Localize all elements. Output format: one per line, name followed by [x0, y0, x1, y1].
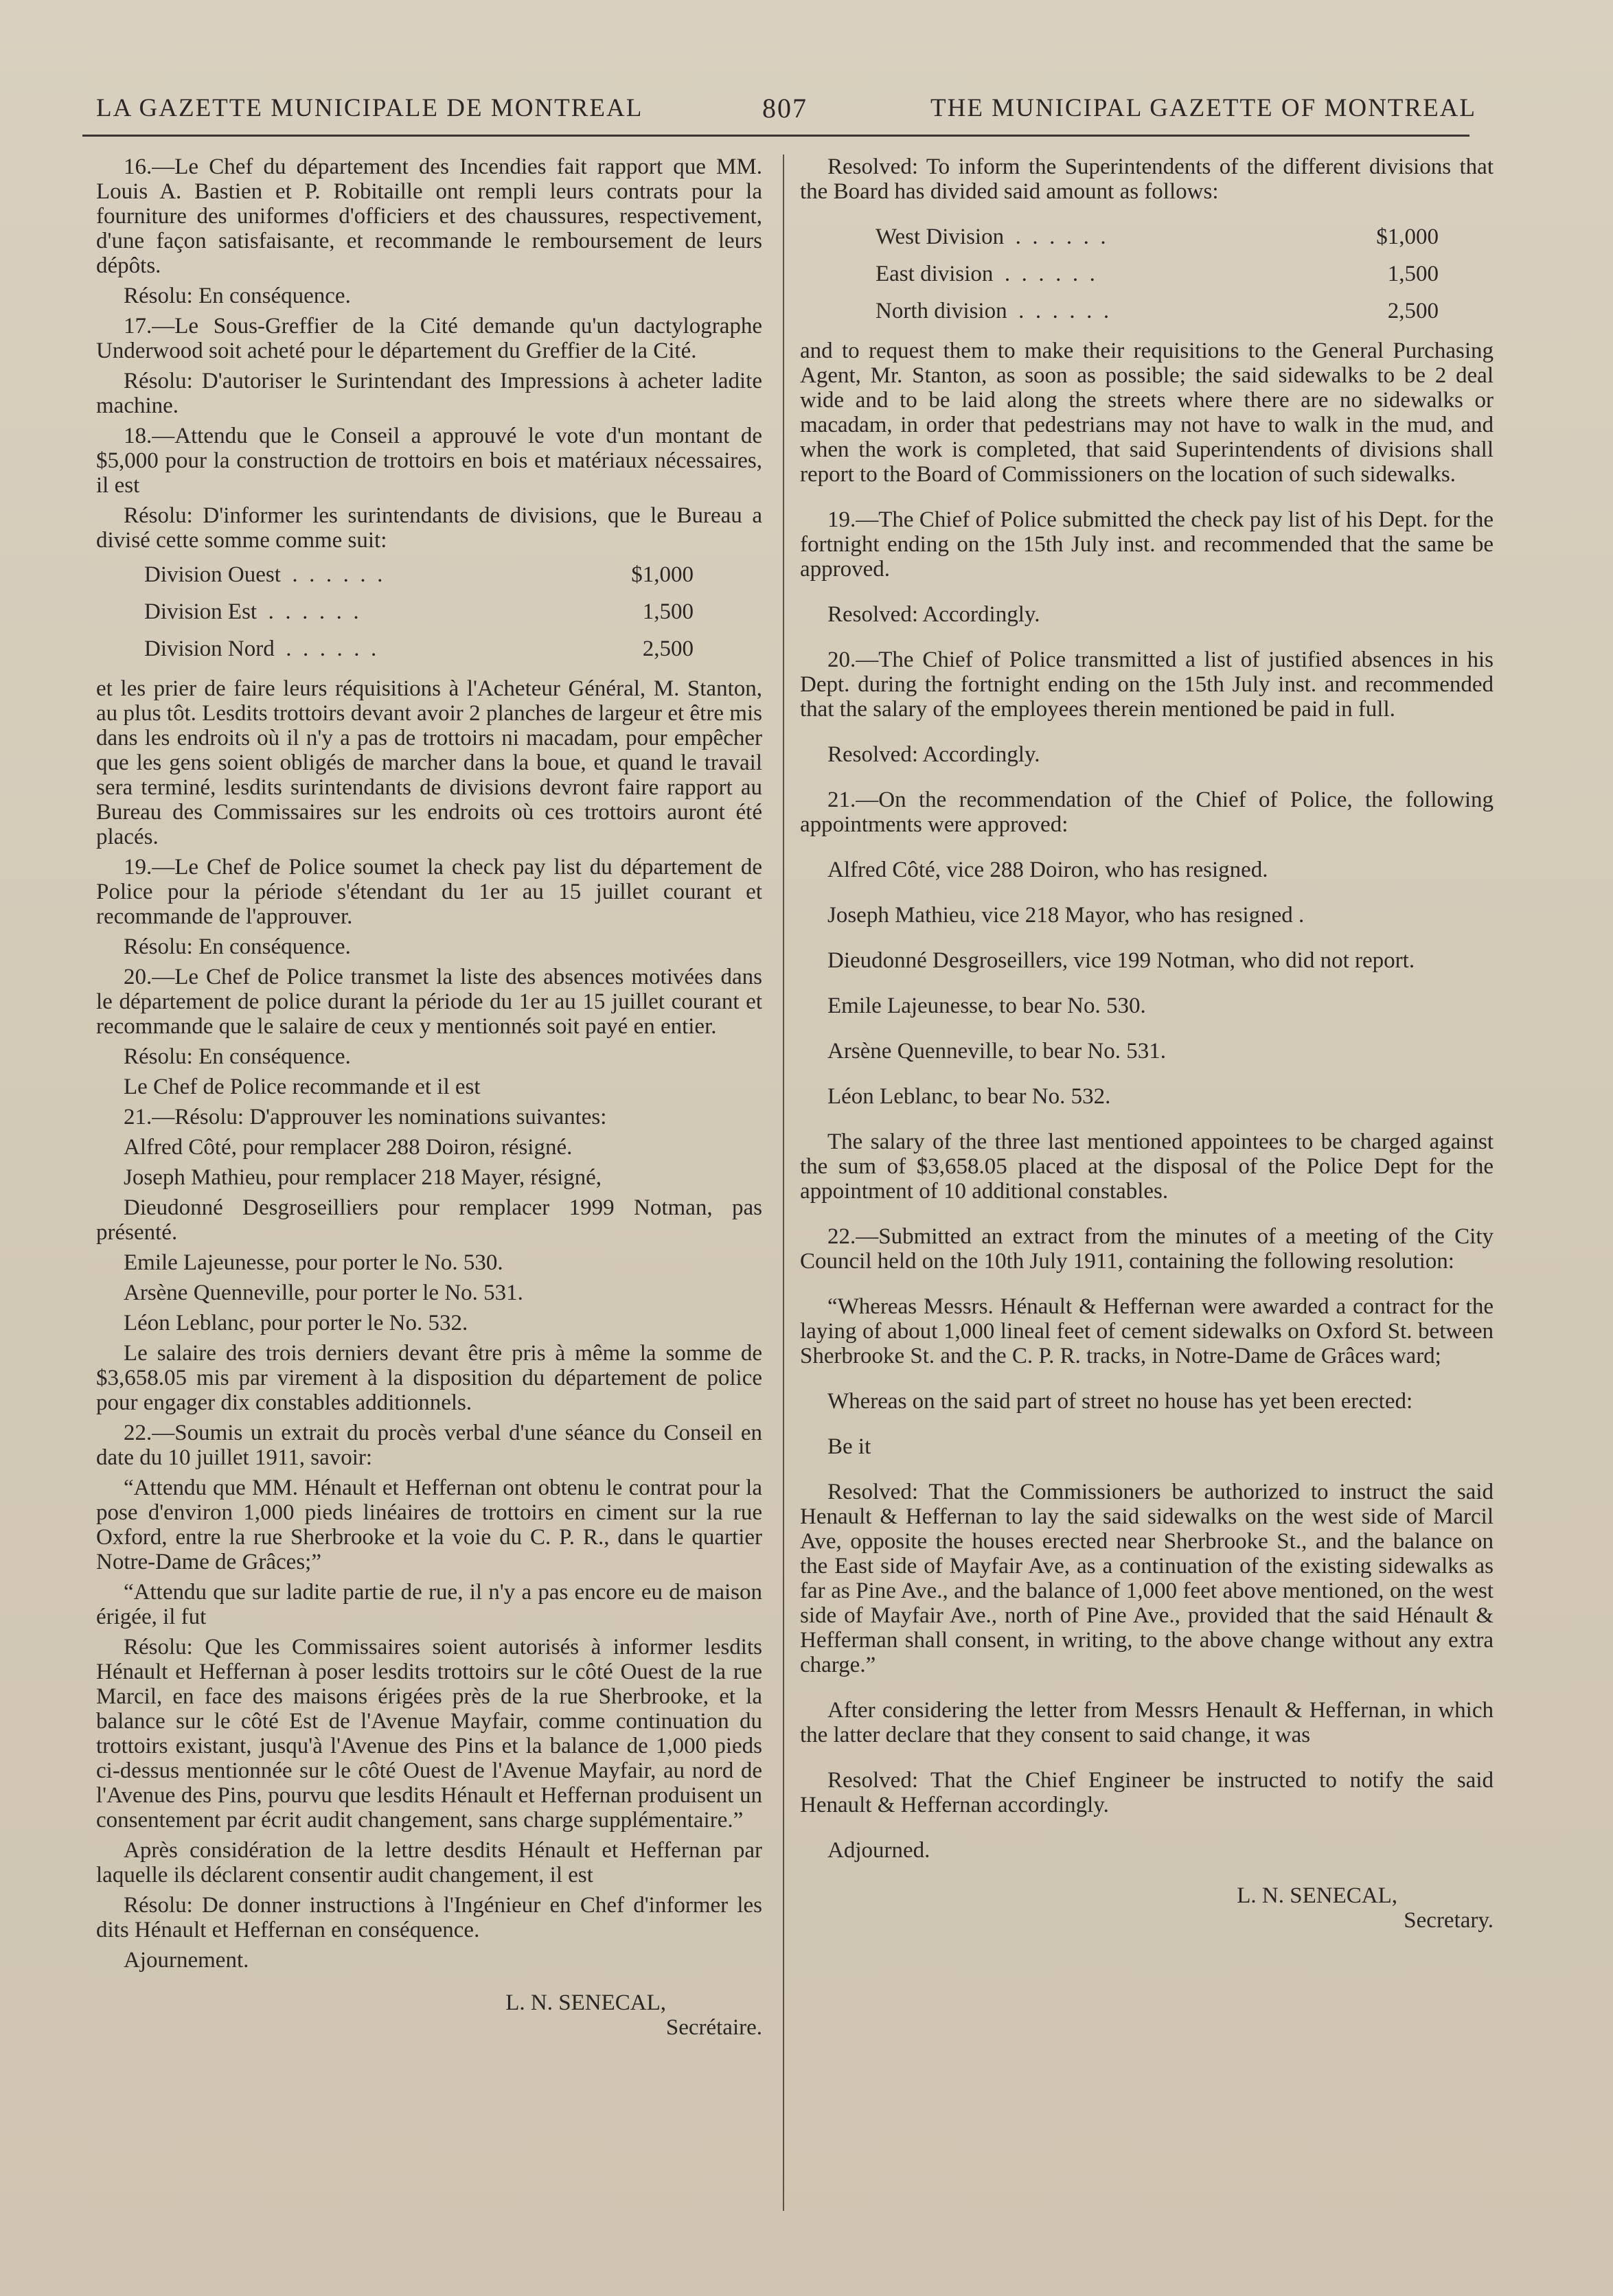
signature-block-french	[96, 1990, 762, 2040]
french-column	[96, 154, 762, 2040]
nomination: Alfred Côté, pour remplacer 288 Doiron, résigné.	[124, 1135, 573, 1160]
appointment: Emile Lajeunesse, to bear No. 530.	[827, 994, 1146, 1018]
resolution-20: Résolu: En conséquence.	[124, 1044, 351, 1069]
item-21: 21.—On the recommendation of the Chief of Police, the following appointments were approved:	[800, 788, 1494, 837]
appointment: Joseph Mathieu, vice 218 Mayor, who has resigned .	[827, 903, 1305, 928]
item-22: 22.—Soumis un extrait du procès verbal d'une séance du Conseil en date du 10 juillet 1911, savoir:	[96, 1421, 762, 1470]
nomination: Arsène Quenneville, pour porter le No. 531.	[124, 1281, 523, 1305]
council-quote: Resolved: That the Commissioners be authorized to instruct the said Henault & Heffernan to lay the said sidewalks on the west side of Marcil Ave, opposite the houses erected near Sherbrooke St., and the balance on the East side of Mayfair Ave, as a continuation of the existing sidewalks as far as Pine Ave., and the balance of 1,000 feet above mentioned, on the west side of Mayfair Ave., north of Pine Ave., provided that the said Hénault & Hefferman shall consent, in writing, to the above change without any extra charge.”	[800, 1480, 1494, 1677]
amount-label: West Division . .	[876, 225, 1106, 249]
council-quote: “Attendu que MM. Hénault et Heffernan ont obtenu le contrat pour la pose d'environ 1,000 pieds linéaires de trottoirs en ciment sur la rue Oxford, entre la rue Sherbrooke et la voie du C. P. R., dans le quartier Notre-Dame de Grâces;”	[96, 1476, 762, 1574]
amount-row	[144, 562, 694, 587]
amount-value: $1,000	[1376, 225, 1439, 249]
division-amounts	[96, 562, 694, 661]
english-column	[800, 154, 1494, 1933]
signature-block-english	[800, 1883, 1494, 1933]
appointment: Arsène Quenneville, to bear No. 531.	[827, 1039, 1167, 1064]
item-18-continued: et les prier de faire leurs réquisitions à l'Acheteur Général, M. Stanton, au plus tôt. Lesdits trottoirs devant avoir 2 planches de largeur et être mis dans les endroits où il n'y a pas de trottoirs ni macadam, pour empêcher que les gens soient obligés de marcher dans la boue, et quand le travail sera terminé, lesdits surintendants de divisions devront faire rapport au Bureau des Commissaires sur les endroits où ces trottoirs auront été placés.	[96, 676, 762, 849]
item-21-salary: Le salaire des trois derniers devant être pris à même la somme de $3,658.05 mis par virement à la disposition du département de police pour engager dix constables additionnels.	[96, 1341, 762, 1415]
after-consideration: After considering the letter from Messrs Henault & Heffernan, in which the latter declare that they consent to said change, it was	[800, 1698, 1494, 1747]
item-21-intro: Le Chef de Police recommande et il est	[124, 1075, 481, 1099]
item-19: 19.—The Chief of Police submitted the check pay list of his Dept. for the fortnight ending on the 15th July inst. and recommended that the same be approved.	[800, 507, 1494, 582]
amount-value: 1,500	[1387, 262, 1439, 286]
signature-name: L. N. SENECAL,	[1237, 1883, 1397, 1908]
page-number: 807	[762, 93, 808, 124]
amount-label: Division Ouest . .	[144, 562, 382, 587]
amount-value: 1,500	[642, 599, 694, 624]
council-quote: Whereas on the said part of street no house has yet been erected:	[827, 1389, 1413, 1414]
council-quote: “Attendu que sur ladite partie de rue, il n'y a pas encore eu de maison érigée, il fut	[96, 1580, 762, 1629]
adjournment: Adjourned.	[827, 1838, 930, 1863]
header-title-french: LA GAZETTE MUNICIPALE DE MONTREAL	[96, 94, 643, 122]
amount-row	[876, 299, 1439, 323]
resolution-20: Resolved: Accordingly.	[827, 742, 1040, 767]
resolution-19: Résolu: En conséquence.	[124, 934, 351, 959]
header-rule	[82, 135, 1469, 137]
council-quote: Be it	[827, 1434, 871, 1459]
amount-label: Division Est . .	[144, 599, 359, 624]
appointment: Alfred Côté, vice 288 Doiron, who has resigned.	[827, 858, 1268, 882]
appointment: Dieudonné Desgroseillers, vice 199 Notman, who did not report.	[827, 948, 1415, 973]
resolution-19: Resolved: Accordingly.	[827, 602, 1040, 627]
item-17: 17.—Le Sous-Greffier de la Cité demande qu'un dactylographe Underwood soit acheté pour le département du Greffier de la Cité.	[96, 314, 762, 363]
nomination: Dieudonné Desgroseilliers pour remplacer 1999 Notman, pas présenté.	[96, 1195, 762, 1245]
nomination: Emile Lajeunesse, pour porter le No. 530.	[124, 1250, 503, 1275]
item-21: 21.—Résolu: D'approuver les nominations suivantes:	[124, 1105, 607, 1129]
nomination: Léon Leblanc, pour porter le No. 532.	[124, 1311, 468, 1335]
council-quote: Résolu: Que les Commissaires soient autorisés à informer lesdits Hénault et Heffernan à poser lesdits trottoirs sur le côté Ouest de la rue Marcil, en face des maisons érigées près de la rue Sherbrooke, et la balance sur le côté Est de l'Avenue Mayfair, comme continuation du trottoirs existant, jusqu'à l'Avenue des Pins et la balance de 1,000 pieds ci-dessus mentionnée sur le côté Ouest de l'Avenue Mayfair, au nord de l'Avenue des Pins, pourvu que lesdits Hénault et Heffernan produisent un consentement par écrit audit changement, sans charge supplémentaire.”	[96, 1635, 762, 1833]
resolution-16: Résolu: En conséquence.	[124, 284, 351, 308]
amount-row	[144, 636, 694, 661]
final-resolution: Resolved: That the Chief Engineer be instructed to notify the said Henault & Heffernan accordingly.	[800, 1768, 1494, 1817]
division-amounts	[800, 225, 1439, 323]
item-19: 19.—Le Chef de Police soumet la check pay list du département de Police pour la période s'étendant du 1er au 15 juillet courant et recommande de l'approuver.	[96, 855, 762, 929]
page-header	[96, 88, 1476, 129]
final-resolution: Résolu: De donner instructions à l'Ingénieur en Chef d'informer les dits Hénault et Heffernan en conséquence.	[96, 1893, 762, 1942]
amount-label: North division . .	[876, 299, 1109, 323]
council-quote: “Whereas Messrs. Hénault & Heffernan were awarded a contract for the laying of about 1,000 lineal feet of cement sidewalks on Oxford St. between Sherbrooke St. and the C. P. R. tracks, in Notre-Dame de Grâces ward;	[800, 1294, 1494, 1368]
amount-row	[876, 262, 1439, 286]
item-21-salary: The salary of the three last mentioned appointees to be charged against the sum of $3,658.05 placed at the disposal of the Police Dept for the appointment of 10 additional constables.	[800, 1129, 1494, 1204]
item-18: 18.—Attendu que le Conseil a approuvé le vote d'un montant de $5,000 pour la construction de trottoirs en bois et matériaux nécessaires, il est	[96, 424, 762, 498]
item-16: 16.—Le Chef du département des Incendies fait rapport que MM. Louis A. Bastien et P. Robitaille ont rempli leurs contrats pour la fourniture des uniformes d'officiers et des chaussures, respectivement, d'une façon satisfaisante, et recommande le remboursement de leurs dépôts.	[96, 154, 762, 278]
amount-label: Division Nord . .	[144, 636, 376, 661]
nomination: Joseph Mathieu, pour remplacer 218 Mayer, résigné,	[124, 1165, 602, 1190]
header-title-english: THE MUNICIPAL GAZETTE OF MONTREAL	[930, 94, 1476, 122]
resolution-18: Résolu: D'informer les surintendants de divisions, que le Bureau a divisé cette somme comme suit:	[96, 503, 762, 553]
appointment: Léon Leblanc, to bear No. 532.	[827, 1084, 1111, 1109]
signature-title: Secrétaire.	[665, 2015, 762, 2040]
column-divider	[783, 154, 784, 2211]
amount-value: 2,500	[1387, 299, 1439, 323]
amount-row	[876, 225, 1439, 249]
item-20: 20.—Le Chef de Police transmet la liste des absences motivées dans le département de police durant la période du 1er au 15 juillet courant et recommande que le salaire de ceux y mentionnés soit payé en entier.	[96, 965, 762, 1039]
resolution-17: Résolu: D'autoriser le Surintendant des Impressions à acheter ladite machine.	[96, 369, 762, 418]
amount-row	[144, 599, 694, 624]
amount-value: $1,000	[631, 562, 694, 587]
adjournment: Ajournement.	[124, 1948, 249, 1973]
resolution-18: Resolved: To inform the Superintendents of the different divisions that the Board has divided said amount as follows:	[800, 154, 1494, 204]
item-22: 22.—Submitted an extract from the minutes of a meeting of the City Council held on the 10th July 1911, containing the following resolution:	[800, 1224, 1494, 1274]
item-18-continued: and to request them to make their requisitions to the General Purchasing Agent, Mr. Stanton, as soon as possible; the said sidewalks to be 2 deal wide and to be laid along the streets where there are no sidewalks or macadam, in order that pedestrians may not have to walk in the mud, and when the work is completed, that said Superintendents of divisions shall report to the Board of Commissioners on the location of such sidewalks.	[800, 338, 1494, 487]
amount-value: 2,500	[642, 636, 694, 661]
after-consideration: Après considération de la lettre desdits Hénault et Heffernan par laquelle ils déclarent consentir audit changement, il est	[96, 1838, 762, 1887]
signature-title: Secretary.	[1404, 1908, 1494, 1933]
amount-label: East division . .	[876, 262, 1095, 286]
item-20: 20.—The Chief of Police transmitted a list of justified absences in his Dept. during the fortnight ending on the 15th July inst. and recommended that the salary of the employees therein mentioned be paid in full.	[800, 647, 1494, 722]
signature-name: L. N. SENECAL,	[505, 1990, 666, 2015]
